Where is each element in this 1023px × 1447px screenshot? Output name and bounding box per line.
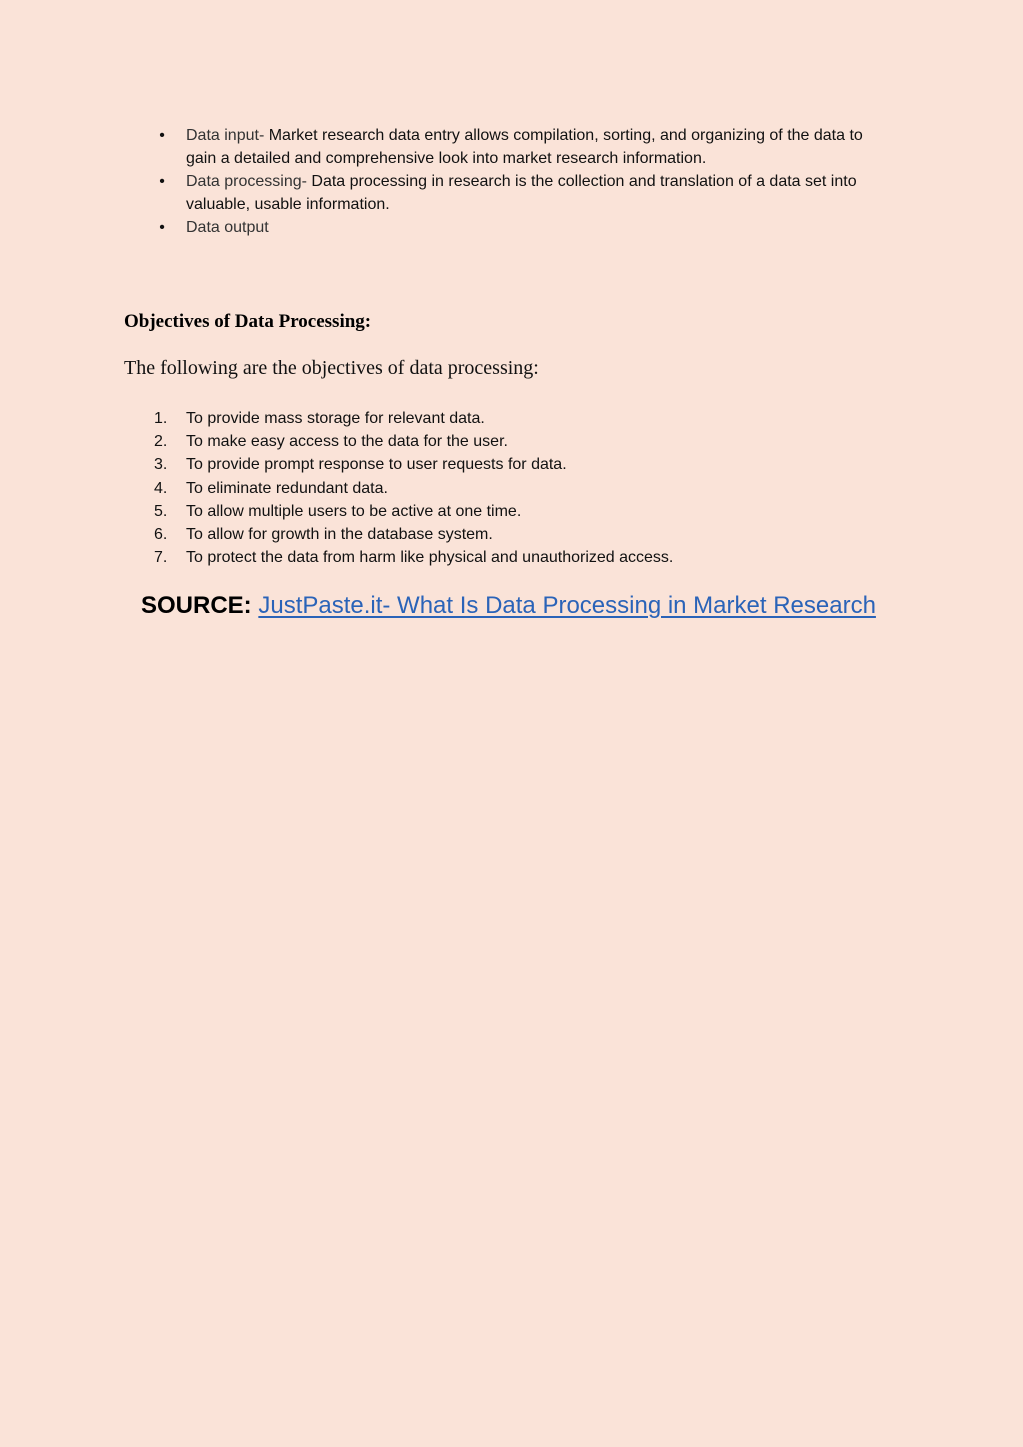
bullet-term: Data output (186, 219, 269, 236)
list-item (150, 500, 890, 523)
section-heading: Objectives of Data Processing: (124, 311, 372, 332)
bullet-text: Market research data entry allows compilation, sorting, and organizing of the data to gain a detailed and comprehensive look into market research information. (186, 127, 863, 167)
source-link[interactable]: JustPaste.it- What Is Data Processing in Market Research (258, 592, 876, 619)
list-item (150, 407, 890, 430)
objective-text: To protect the data from harm like physical and unauthorized access. (186, 549, 674, 567)
intro-paragraph: The following are the objectives of data processing: (124, 357, 539, 379)
list-number: 3. (154, 456, 168, 474)
list-item (150, 430, 890, 453)
bullet-icon: • (159, 219, 165, 236)
data-stages-list (150, 124, 890, 239)
list-item (150, 170, 890, 216)
list-number: 2. (154, 433, 168, 451)
bullet-text: Data processing in research is the collection and translation of a data set into valuable, usable information. (186, 173, 857, 213)
objective-text: To allow for growth in the database system. (186, 526, 493, 544)
list-item (150, 477, 890, 500)
list-number: 5. (154, 502, 168, 520)
list-item (150, 546, 890, 569)
list-number: 1. (154, 410, 168, 427)
bullet-icon: • (159, 173, 165, 190)
objective-text: To make easy access to the data for the user. (186, 433, 508, 451)
list-item (150, 216, 890, 239)
bullet-term: Data input- (186, 127, 265, 144)
objective-text: To eliminate redundant data. (186, 479, 388, 497)
source-label: SOURCE: (141, 592, 252, 619)
objective-text: To allow multiple users to be active at one time. (186, 502, 522, 520)
list-number: 4. (154, 479, 168, 497)
list-item (150, 453, 890, 476)
list-number: 7. (154, 549, 168, 567)
list-number: 6. (154, 526, 168, 544)
objective-text: To provide mass storage for relevant data. (186, 410, 485, 427)
objectives-list (150, 407, 890, 569)
bullet-term: Data processing- (186, 173, 307, 190)
source-line (141, 592, 876, 620)
list-item (150, 124, 890, 170)
list-item (150, 523, 890, 546)
objective-text: To provide prompt response to user requests for data. (186, 456, 567, 474)
bullet-icon: • (159, 127, 165, 144)
